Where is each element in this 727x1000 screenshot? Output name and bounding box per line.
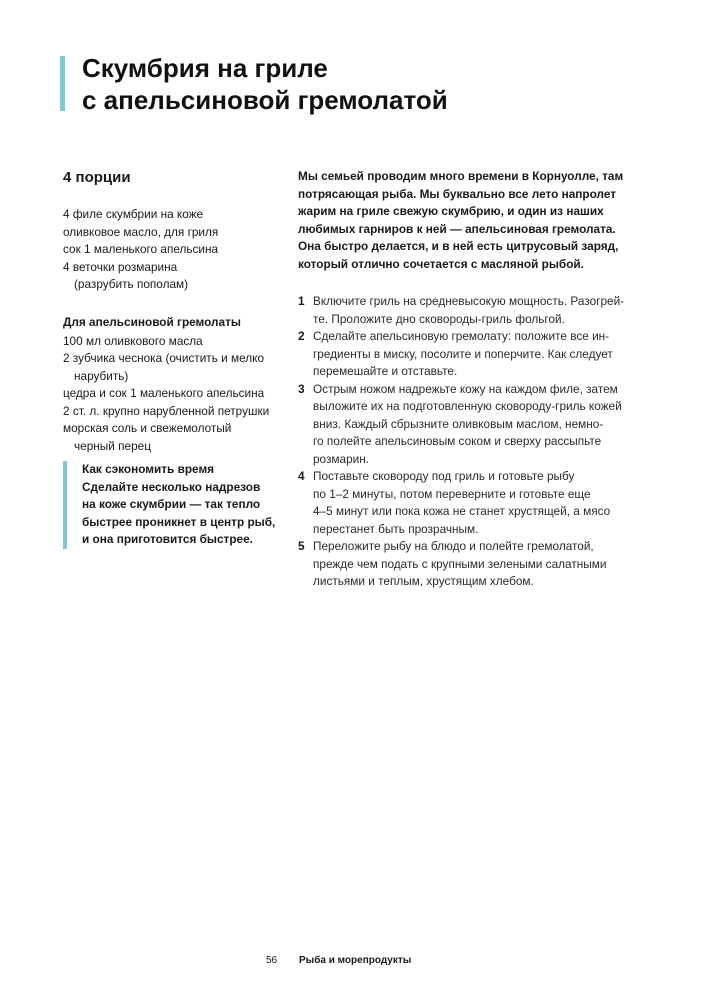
ingredient-text: 4 филе скумбрии на коже bbox=[63, 207, 204, 221]
ingredient-text: цедра и сок 1 маленького апельсина bbox=[63, 386, 265, 400]
step-text-line: Острым ножом надрежьте кожу на каждом филе, затем bbox=[313, 381, 618, 396]
tip-text bbox=[82, 479, 292, 549]
gremolata-ingredient-list bbox=[63, 333, 283, 456]
ingredient-item bbox=[63, 420, 283, 455]
method-step bbox=[298, 538, 678, 591]
ingredient-item bbox=[63, 224, 283, 242]
ingredient-text: 100 мл оливкового масла bbox=[63, 333, 203, 348]
step-number: 4 bbox=[298, 469, 305, 483]
step-text-line: по 1–2 минуты, потом переверните и готовьте еще bbox=[313, 486, 591, 501]
title-line-1: Скумбрия на гриле bbox=[82, 53, 328, 83]
step-text-line: прежде чем подать с крупными зелеными салатными bbox=[313, 556, 607, 571]
ingredient-text: 4 веточки розмарина bbox=[63, 259, 178, 274]
tip-line: Сделайте несколько надрезов bbox=[82, 479, 261, 494]
tip-line: быстрее проникнет в центр рыб, bbox=[82, 514, 276, 529]
step-text-line: Переложите рыбу на блюдо и полейте гремолатой, bbox=[313, 539, 594, 553]
method-step bbox=[298, 328, 678, 381]
gremolata-heading: Для апельсиновой гремолаты bbox=[63, 314, 241, 329]
method-column bbox=[298, 168, 678, 591]
tip-line: на коже скумбрии — так тепло bbox=[82, 497, 261, 511]
ingredient-text: сок 1 маленького апельсина bbox=[63, 242, 219, 256]
method-step bbox=[298, 468, 678, 538]
ingredient-item bbox=[63, 241, 283, 259]
section-name: Рыба и морепродукты bbox=[299, 955, 412, 966]
ingredient-text-continued: черный перец bbox=[74, 438, 151, 453]
tip-title: Как сэкономить время bbox=[82, 462, 215, 476]
recipe-intro bbox=[298, 168, 678, 273]
step-number: 5 bbox=[298, 539, 305, 553]
tip-line: и она приготовится быстрее. bbox=[82, 532, 253, 546]
step-text-line: Включите гриль на средневысокую мощность. Разогрей- bbox=[313, 294, 625, 308]
ingredient-text-continued: (разрубить пополам) bbox=[74, 277, 189, 291]
ingredient-item bbox=[63, 403, 283, 421]
ingredient-item bbox=[63, 206, 283, 224]
step-text-line: выложите их на подготовленную сковороду-гриль кожей bbox=[313, 399, 622, 413]
ingredient-list bbox=[63, 206, 283, 294]
step-text-line: листьями и теплым, хрустящим хлебом. bbox=[313, 574, 534, 588]
intro-line: потрясающая рыба. Мы буквально все лето напролет bbox=[298, 186, 617, 201]
ingredients-column bbox=[63, 168, 283, 455]
ingredient-text-continued: нарубить) bbox=[74, 368, 129, 383]
ingredient-item bbox=[63, 350, 283, 385]
ingredient-text: 2 ст. л. крупно нарубленной петрушки bbox=[63, 403, 270, 418]
intro-line: любимых гарниров к ней — апельсиновая гремолата. bbox=[298, 221, 616, 236]
step-text-line: го полейте апельсиновым соком и сверху рассыпьте bbox=[313, 434, 602, 448]
step-text-line: Сделайте апельсиновую гремолату: положите все ин- bbox=[313, 329, 610, 343]
time-saving-tip bbox=[63, 461, 292, 549]
ingredient-item bbox=[63, 385, 283, 403]
step-text-line: гредиенты в миску, посолите и поперчите. Как следует bbox=[313, 346, 613, 361]
method-steps bbox=[298, 293, 678, 591]
servings: 4 порции bbox=[63, 169, 131, 186]
ingredient-item bbox=[63, 259, 283, 294]
intro-line: который отлично сочетается с масляной рыбой. bbox=[298, 256, 584, 271]
step-number: 3 bbox=[298, 381, 305, 396]
method-step bbox=[298, 293, 678, 328]
step-number: 1 bbox=[298, 294, 305, 308]
step-text-line: перемешайте и отставьте. bbox=[313, 364, 458, 378]
title-accent-bar bbox=[60, 56, 65, 111]
ingredient-text: 2 зубчика чеснока (очистить и мелко bbox=[63, 351, 265, 365]
intro-line: Она быстро делается, и в ней есть цитрусовый заряд, bbox=[298, 239, 619, 253]
recipe-title bbox=[82, 52, 682, 116]
ingredient-item bbox=[63, 333, 283, 351]
ingredient-text: оливковое масло, для гриля bbox=[63, 224, 219, 239]
step-text-line: розмарин. bbox=[313, 451, 370, 466]
title-line-2: с апельсиновой гремолатой bbox=[82, 85, 448, 115]
page-number: 56 bbox=[266, 955, 278, 966]
intro-line: Мы семьей проводим много времени в Корнуолле, там bbox=[298, 169, 624, 183]
step-text-line: Поставьте сковороду под гриль и готовьте рыбу bbox=[313, 469, 575, 483]
step-text-line: перестанет быть прозрачным. bbox=[313, 521, 479, 536]
step-text-line: вниз. Каждый сбрызните оливковым маслом, немно- bbox=[313, 416, 604, 431]
intro-line: жарим на гриле свежую скумбрию, и один из наших bbox=[298, 204, 604, 218]
step-number: 2 bbox=[298, 329, 305, 343]
step-text-line: 4–5 минут или пока кожа не станет хрустящей, а мясо bbox=[313, 504, 611, 518]
step-text-line: те. Проложите дно сковороды-гриль фольгой. bbox=[313, 311, 565, 326]
method-step bbox=[298, 381, 678, 469]
ingredient-text: морская соль и свежемолотый bbox=[63, 421, 232, 435]
